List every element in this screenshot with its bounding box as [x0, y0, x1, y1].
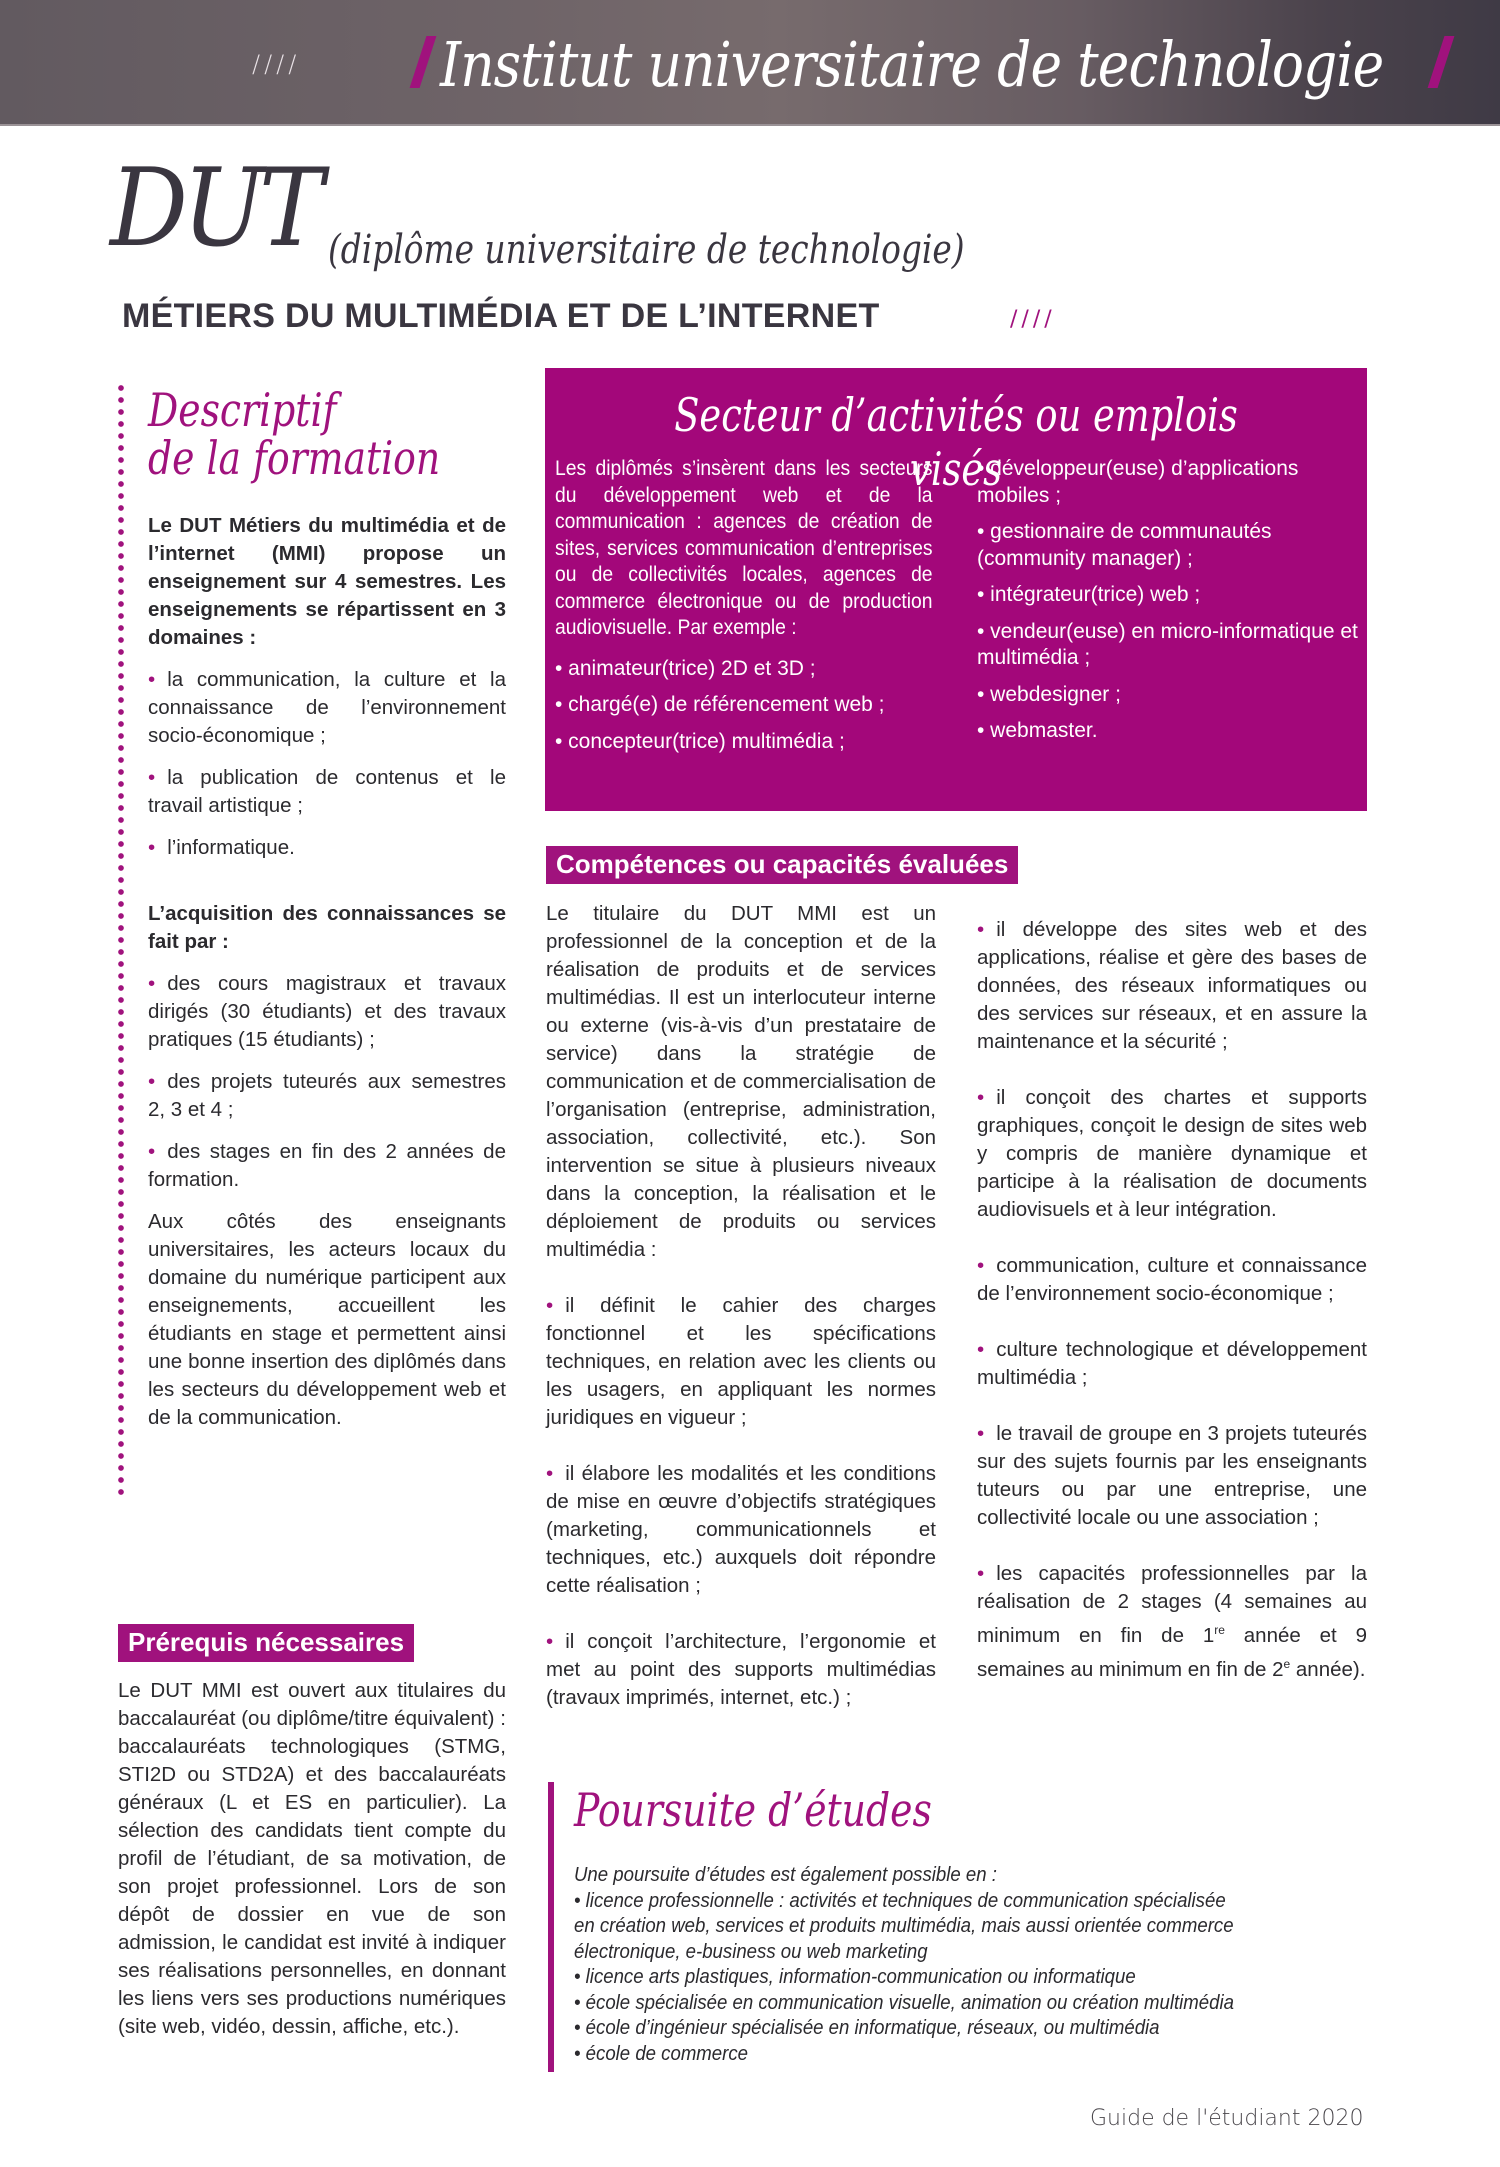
jobs-list-left	[555, 656, 935, 756]
descriptif-closing: Aux côtés des enseignants universitaires, les acteurs locaux du domaine du numérique participent aux enseignements, accueillent les étudiants en stage et permettent ainsi une bonne insertion des diplômés dans les secteurs du développement web et de la communication.	[148, 1210, 506, 1429]
list-item: • intégrateur(trice) web ;	[977, 583, 1201, 606]
bullet-icon: •	[546, 1630, 554, 1653]
list-item: • le travail de groupe en 3 projets tuteurés sur des sujets fournis par les enseignants tuteurs ou par une entreprise, une collectivité locale ou une association ;	[977, 1422, 1367, 1529]
poursuite-accent-bar	[548, 1782, 554, 2072]
bullet-icon: •	[977, 1086, 985, 1109]
bullet-icon: •	[977, 1562, 985, 1585]
list-item: • concepteur(trice) multimédia ;	[555, 729, 845, 753]
bullet-icon: •	[977, 1422, 985, 1445]
bullet-icon: •	[148, 1140, 156, 1163]
list-item: • communication, culture et connaissance de l’environnement socio-économique ;	[977, 1254, 1367, 1305]
list-item-continued: en création web, services et produits multimédia, mais aussi orientée commerce	[574, 1915, 1234, 1937]
list-item: • la publication de contenus et le travail artistique ;	[148, 766, 506, 817]
competences-intro: Le titulaire du DUT MMI est un professionnel de la conception et de la réalisation de produits et de services multimédias. Il est un interlocuteur interne ou externe (vis-à-vis d’un prestataire de service) dans la stratégie de communication et de commercialisation de l’organisation (entreprise, administration, association, collectivité, etc.). Son intervention se situe à plusieurs niveaux dans la conception, la réalisation et le déploiement de produits ou services multimédia :	[546, 902, 936, 1261]
list-item: • vendeur(euse) en micro-informatique et multimédia ;	[977, 619, 1358, 669]
list-item: • école de commerce	[574, 2042, 748, 2065]
degree-full: (diplôme universitaire de technologie)	[328, 227, 965, 273]
secteur-right-column	[977, 456, 1359, 755]
competences-right-column	[977, 916, 1367, 1712]
bullet-icon: •	[148, 1070, 156, 1093]
list-item: • licence professionnelle : activités et techniques de communication spécialisée	[574, 1889, 1226, 1912]
poursuite-intro: Une poursuite d’études est également possible en :	[574, 1864, 997, 1886]
poursuite-title: Poursuite d’études	[574, 1783, 932, 1837]
decor-slashes: ////	[1010, 307, 1056, 332]
list-item: • des stages en fin des 2 années de formation.	[148, 1140, 506, 1191]
list-item: • des cours magistraux et travaux dirigés (30 étudiants) et des travaux pratiques (15 étudiants) ;	[148, 972, 506, 1051]
secteur-intro: Les diplômés s’insèrent dans les secteurs du développement web et de la communication : agences de création de sites, services communication d’entreprises ou de collectivités locales, agences de commerce électronique ou de production audiovisuelle. Par exemple :	[555, 457, 933, 639]
acquisition-title: L’acquisition des connaissances se fait par :	[148, 902, 506, 953]
acquisition-list	[148, 970, 506, 1194]
bullet-icon: •	[977, 918, 985, 941]
list-item: • gestionnaire de communautés (community manager) ;	[977, 520, 1272, 570]
competences-left-column	[546, 900, 936, 1740]
list-item: • école spécialisée en communication visuelle, animation ou création multimédia	[574, 1991, 1234, 2014]
list-item: • les capacités professionnelles par la réalisation de 2 stages (4 semaines au minimum en fin de 1re année et 9 semaines au minimum en fin de 2e année).	[977, 1562, 1367, 1681]
list-item: • chargé(e) de référencement web ;	[555, 693, 885, 716]
prerequis-title: Prérequis nécessaires	[118, 1624, 414, 1662]
list-item: • la communication, la culture et la connaissance de l’environnement socio-économique ;	[148, 668, 506, 747]
bullet-icon: •	[148, 836, 156, 859]
bullet-icon: •	[546, 1462, 554, 1485]
institution-title: Institut universitaire de technologie	[440, 28, 1384, 101]
list-item: • il définit le cahier des charges fonctionnel et les spécifications techniques, en relation avec les clients ou les usagers, en appliquant les normes juridiques en vigueur ;	[546, 1294, 936, 1429]
bullet-icon: •	[977, 1254, 985, 1277]
list-item: • école d’ingénieur spécialisée en informatique, réseaux, ou multimédia	[574, 2017, 1160, 2039]
descriptif-section	[148, 512, 506, 1432]
decor-slashes: ////	[252, 50, 301, 78]
prerequis-section	[118, 1677, 506, 2041]
list-item: • il conçoit des chartes et supports graphiques, conçoit le design de sites web y compris de manière dynamique et participe à la réalisation de documents audiovisuels et à leur intégration.	[977, 1086, 1367, 1221]
secteur-left-column	[555, 456, 935, 765]
list-item: • il conçoit l’architecture, l’ergonomie et met au point des supports multimédias (travaux imprimés, internet, etc.) ;	[546, 1630, 936, 1709]
list-item: • licence arts plastiques, information-communication ou informatique	[574, 1966, 1136, 1988]
bullet-icon: •	[148, 668, 156, 691]
competences-title: Compétences ou capacités évaluées	[546, 846, 1018, 884]
list-item-continued: électronique, e-business ou web marketing	[574, 1940, 928, 1963]
list-item: • développeur(euse) d’applications mobiles ;	[977, 457, 1299, 507]
list-item: • webmaster.	[977, 719, 1098, 742]
program-title: MÉTIERS DU MULTIMÉDIA ET DE L’INTERNET	[122, 297, 880, 335]
list-item: • des projets tuteurés aux semestres 2, 3 et 4 ;	[148, 1070, 506, 1121]
dotted-divider	[118, 382, 124, 1500]
bullet-icon: •	[977, 1338, 985, 1361]
domains-list	[148, 666, 506, 862]
descriptif-title-line1: Descriptif	[148, 383, 337, 437]
descriptif-title	[148, 383, 441, 486]
degree-abbr: DUT	[110, 146, 319, 271]
secteur-title: Secteur d’activités ou emplois visés	[674, 388, 1238, 496]
secteur-box	[545, 368, 1367, 811]
bullet-icon: •	[546, 1294, 554, 1317]
list-item: • webdesigner ;	[977, 682, 1121, 706]
poursuite-list	[574, 1863, 1284, 2067]
list-item: • il développe des sites web et des applications, réalise et gère des bases de données, des réseaux informatiques ou des services sur réseaux, et en assure la maintenance et la sécurité ;	[977, 918, 1367, 1053]
bullet-icon: •	[148, 972, 156, 995]
descriptif-title-line2: de la formation	[148, 431, 441, 486]
list-item: • l’informatique.	[148, 836, 295, 859]
bullet-icon: •	[148, 766, 156, 789]
list-item: • culture technologique et développement multimédia ;	[977, 1338, 1367, 1389]
descriptif-intro: Le DUT Métiers du multimédia et de l’internet (MMI) propose un enseignement sur 4 semestres. Les enseignements se répartissent en 3 domaines :	[148, 514, 506, 649]
list-item: • il élabore les modalités et les conditions de mise en œuvre d’objectifs stratégiques (marketing, communicationnels et techniques, etc.) auxquels doit répondre cette réalisation ;	[546, 1462, 936, 1597]
list-item: • animateur(trice) 2D et 3D ;	[555, 656, 816, 680]
jobs-list-right	[977, 456, 1359, 745]
page-footer: Guide de l'étudiant 2020	[1090, 2106, 1364, 2131]
prerequis-text: Le DUT MMI est ouvert aux titulaires du baccalauréat (ou diplôme/titre équivalent) : baccalauréats technologiques (STMG, STI2D ou STD2A) et des baccalauréats généraux (L et ES en particulier). La sélection des candidats tient compte du profil de l’étudiant, de sa motivation, de son projet professionnel. Lors de son dépôt de dossier en vue de son admission, le candidat est invité à indiquer ses réalisations personnelles, en donnant les liens vers ses productions numériques (site web, vidéo, dessin, affiche, etc.).	[118, 1679, 506, 2038]
